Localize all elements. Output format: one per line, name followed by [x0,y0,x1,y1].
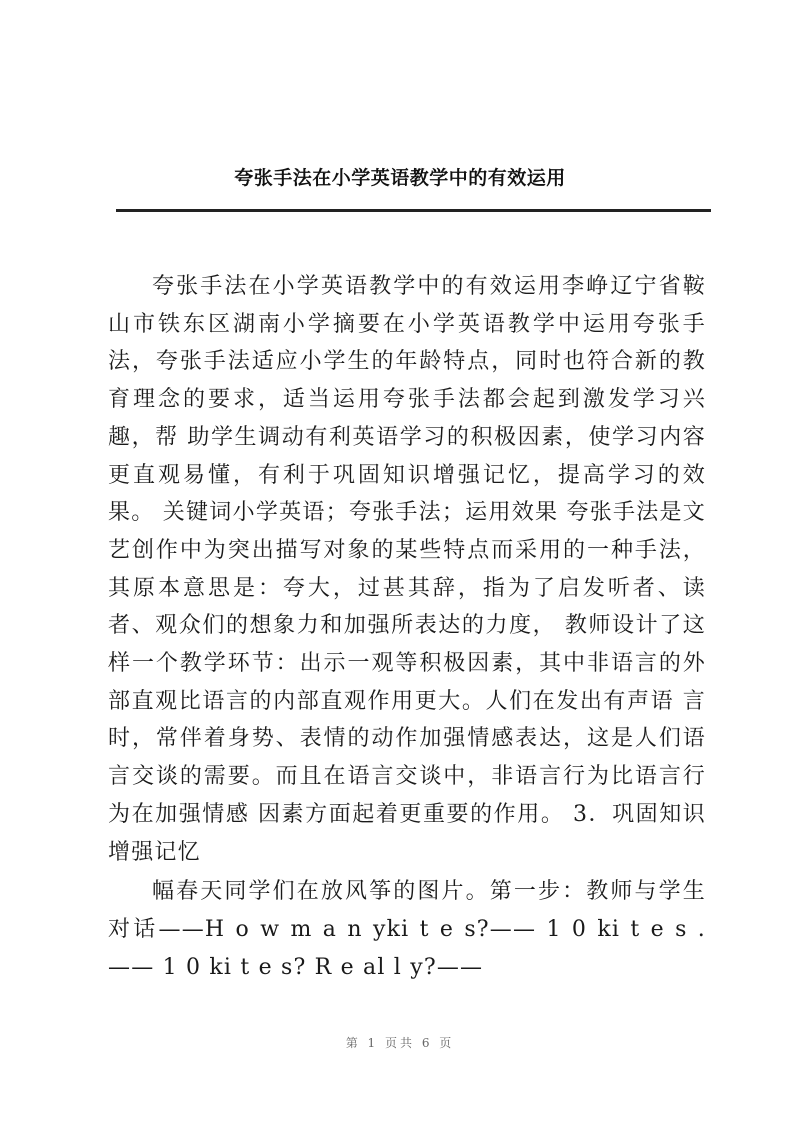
body-paragraph-2: 幅春天同学们在放风筝的图片。第一步：教师与学生对话——H o w m a n yki t e s?—— 1 0 ki t e s .—— 1 0 ki t e s? R e al l y?—— [108,879,706,980]
body-paragraph-1: 夸张手法在小学英语教学中的有效运用李峥辽宁省鞍山市铁东区湖南小学摘要在小学英语教学中运用夸张手法，夸张手法适应小学生的年龄特点，同时也符合新的教育理念的要求，适当运用夸张手法都会起到激发学习兴趣，帮 助学生调动有利英语学习的积极因素，使学习内容更直观易懂，有利于巩固知识增强记忆，提高学习的效果。 关键词小学英语；夸张手法；运用效果 夸张手法是文艺创作中为突出描写对象的某些特点而采用的一种手法，其原本意思是：夸大，过甚其辞，指为了启发听者、读者、观众们的想象力和加强所表达的力度， 教师设计了这样一个教学环节：出示一观等积极因素，其中非语言的外部直观比语言的内部直观作用更大。人们在发出有声语 言时，常伴着身势、表情的动作加强情感表达，这是人们语言交谈的需要。而且在语言交谈中，非语言行为比语言行为在加强情感 因素方面起着更重要的作用。 3．巩固知识增强记忆 [108,274,706,865]
document-body [108,268,706,986]
page-number-footer: 第 1 页共 6 页 [345,1036,455,1050]
title-divider [116,209,711,212]
document-title: 夸张手法在小学英语教学中的有效运用 [234,167,566,189]
